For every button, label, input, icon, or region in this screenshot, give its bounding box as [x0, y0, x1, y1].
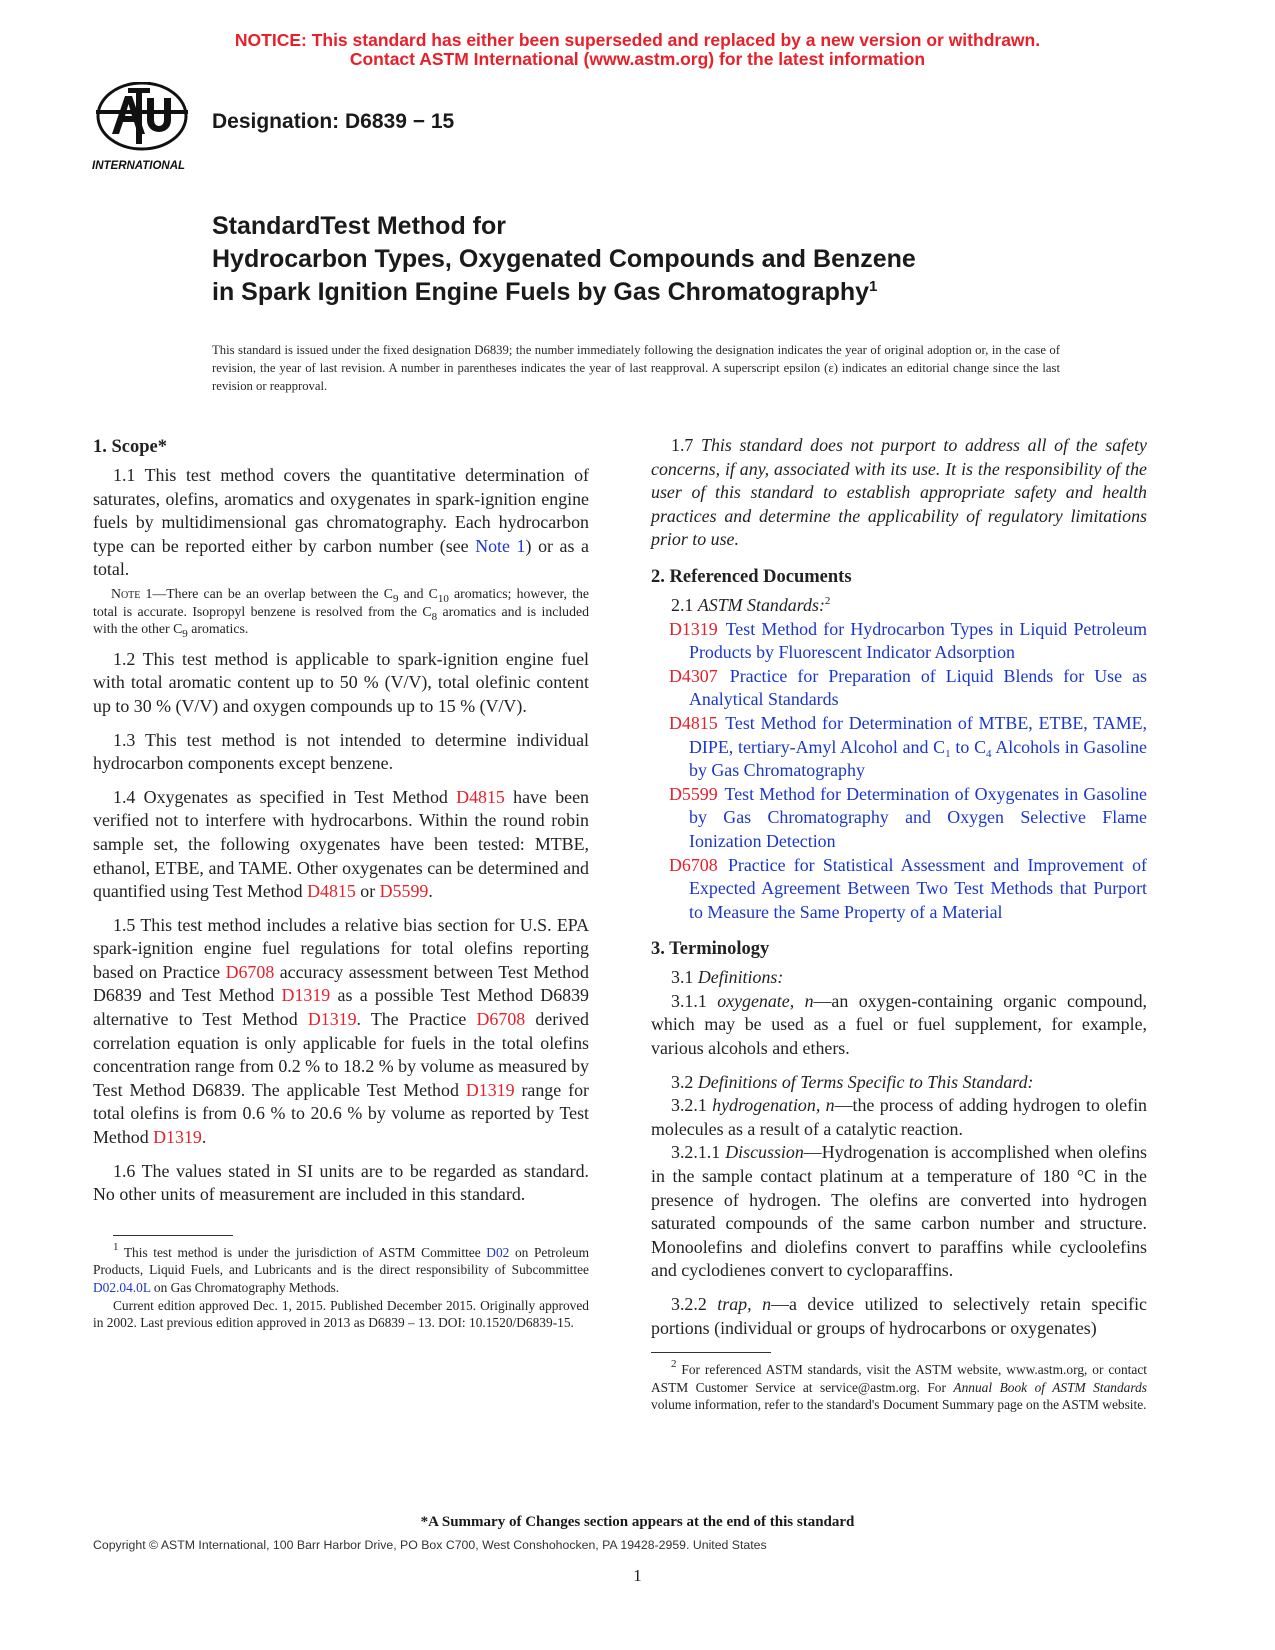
footnote-1: $^1$ This test method is under the jurisdiction of ASTM Committee D02 on Petroleum Products, Liquid Fuels, and Lubricants and is the direct responsibility of Subcommittee D02.04.0L on Gas Chromatography Methods. — [93, 1240, 589, 1295]
document-title — [212, 210, 916, 309]
committee-d02-link[interactable]: D02 — [486, 1244, 510, 1260]
preamble: This standard is issued under the fixed designation D6839; the number immediately following the designation indicates the year of original adoption or, in the case of revision, the year of last revision. A number in parentheses indicates the year of last reapproval. A superscript epsilon (ε) indicates an editorial change since the last revision or reapproval. — [212, 343, 1060, 394]
footnote-divider — [113, 1235, 233, 1236]
d4815-link[interactable]: D4815 — [307, 881, 356, 902]
d1319-link[interactable]: D1319 — [153, 1127, 202, 1148]
footnote-2: $^2$ For referenced ASTM standards, visit the ASTM website, www.astm.org, or contact ASTM Customer Service at service@astm.org. For Annual Book of ASTM Standards volume information, refer to the standard's Document Summary page on the ASTM website. — [651, 1358, 1147, 1413]
paragraph-1-4: 1.4 Oxygenates as specified in Test Method D4815 have been verified not to interfere with hydrocarbons. Within the round robin sample set, the following oxygenates have been tested: MTBE, ethanol, ETBE, and TAME. Other oxygenates can be determined and quantified using Test Method D4815 or D5599. — [93, 786, 589, 902]
summary-of-changes-note: *A Summary of Changes section appears at the end of this standard — [420, 1514, 855, 1530]
title-line-3: in Spark Ignition Engine Fuels by Gas Chromatography$^1$ — [212, 278, 878, 306]
astm-logo — [92, 82, 196, 174]
d5599-link[interactable]: D5599 — [379, 881, 429, 902]
notice-line-1: NOTICE: This standard has either been superseded and replaced by a new version or withdrawn. — [234, 30, 1041, 50]
paragraph-1-6: 1.6 The values stated in SI units are to be regarded as standard. No other units of measurement are included in this standard. — [93, 1160, 589, 1205]
paragraph-1-1: 1.1 This test method covers the quantitative determination of saturates, olefins, aromatics and oxygenates in spark-ignition engine fuels by multidimensional gas chromatography. Each hydrocarbon type can be reported either by carbon number (see Note 1) or as a total. — [93, 465, 589, 580]
paragraph-3-1-1: 3.1.1 oxygenate, n—an oxygen-containing organic compound, which may be used as a fuel or fuel supplement, for example, various alcohols and ethers. — [651, 990, 1147, 1059]
notice-line-2: Contact ASTM International (www.astm.org) for the latest information — [349, 49, 926, 69]
paragraph-1-5: 1.5 This test method includes a relative bias section for U.S. EPA spark-ignition engine fuel regulations for total olefins reporting based on Practice D6708 accuracy assessment between Test Method D6839 and Test Method D1319 as a possible Test Method D6839 alternative to Test Method D1319. The Practice D6708 derived correlation equation is only applicable for fuels in the total olefins concentration range from 0.2 % to 18.2 % by volume as measured by Test Method D6839. The applicable Test Method D1319 range for total olefins is from 0.6 % to 20.6 % by volume as reported by Test Method D1319. — [93, 914, 590, 1148]
title-line-1: StandardTest Method for — [212, 212, 506, 240]
title-line-2: Hydrocarbon Types, Oxygenated Compounds and Benzene — [212, 245, 916, 273]
footnote-divider — [651, 1352, 771, 1353]
paragraph-3-2: 3.2 Definitions of Terms Specific to This Standard: — [671, 1071, 1034, 1092]
withdrawal-notice — [0, 31, 1275, 69]
note-1-link[interactable]: Note 1 — [475, 535, 526, 556]
right-column — [651, 434, 1147, 1414]
left-column — [93, 434, 589, 1332]
reference-item[interactable]: D5599 Test Method for Determination of Oxygenates in Gasoline by Gas Chromatography and Oxygen Selective Flame Ionization Detection — [669, 783, 1147, 851]
footnote-1-edition: Current edition approved Dec. 1, 2015. Published December 2015. Originally approved in 2002. Last previous edition approved in 2013 as D6839 – 13. DOI: 10.1520/D6839-15. — [93, 1297, 589, 1331]
d1319-link[interactable]: D1319 — [281, 985, 331, 1006]
paragraph-1-3: 1.3 This test method is not intended to determine individual hydrocarbon components except benzene. — [93, 729, 589, 774]
reference-item[interactable]: D6708 Practice for Statistical Assessment and Improvement of Expected Agreement Between Two Test Methods that Purport to Measure the Same Property of a Material — [669, 854, 1147, 922]
d4815-link[interactable]: D4815 — [456, 786, 505, 807]
title-footnote-mark[interactable]: 1 — [869, 278, 878, 295]
paragraph-1-7: 1.7 This standard does not purport to address all of the safety concerns, if any, associated with its use. It is the responsibility of the user of this standard to establish appropriate safety and health practices and determine the applicability of regulatory limitations prior to use. — [651, 435, 1147, 550]
reference-item[interactable]: D1319 Test Method for Hydrocarbon Types in Liquid Petroleum Products by Fluorescent Indicator Adsorption — [669, 618, 1148, 663]
section-heading-scope: 1. Scope* — [93, 437, 167, 457]
paragraph-2-1: 2.1 ASTM Standards:$^2$ — [671, 594, 831, 615]
page-number: 1 — [633, 1566, 642, 1585]
reference-item[interactable]: D4307 Practice for Preparation of Liquid Blends for Use as Analytical Standards — [669, 665, 1147, 710]
svg-text:INTERNATIONAL: INTERNATIONAL — [92, 160, 186, 172]
d1319-link[interactable]: D1319 — [307, 1009, 357, 1030]
paragraph-3-2-2: 3.2.2 trap, n—a device utilized to selectively retain specific portions (individual or groups of hydrocarbons or oxygenates) — [651, 1294, 1147, 1338]
reference-item[interactable]: D4815 Test Method for Determination of MTBE, ETBE, TAME, DIPE, tertiary-Amyl Alcohol and $C_1$ to $C_4$ Alcohols in Gasoline by Gas Chromatography — [669, 712, 1147, 781]
copyright-line: Copyright © ASTM International, 100 Barr Harbor Drive, PO Box C700, West Conshohocken, PA 19428-2959. United States — [93, 1538, 767, 1552]
note-1: Note 1—There can be an overlap between the $C_9$ and $C_{10}$ aromatics; however, the total is accurate. Isopropyl benzene is resolved from the $C_8$ aromatics and is included with the other $C_9$ aromatics. — [93, 585, 589, 641]
d1319-link[interactable]: D1319 — [465, 1079, 515, 1100]
section-heading-terminology: 3. Terminology — [651, 939, 770, 960]
d6708-link[interactable]: D6708 — [225, 961, 275, 982]
section-heading-referenced-documents: 2. Referenced Documents — [651, 566, 852, 587]
paragraph-3-2-1-1: 3.2.1.1 Discussion—Hydrogenation is accomplished when olefins in the sample contact platinum at a temperature of 180 °C in the presence of hydrogen. The olefins are converted into hydrogen saturated compounds of the same carbon number and structure. Monoolefins and diolefins convert to paraffins while cycloolefins and cyclodienes convert to cycloparaffins. — [651, 1142, 1147, 1281]
subcommittee-link[interactable]: D02.04.0L — [93, 1280, 151, 1295]
paragraph-3-2-1: 3.2.1 hydrogenation, n—the process of adding hydrogen to olefin molecules as a result of a catalytic reaction. — [651, 1095, 1147, 1139]
paragraph-3-1: 3.1 Definitions: — [671, 967, 784, 988]
d6708-link[interactable]: D6708 — [476, 1009, 526, 1030]
paragraph-1-2: 1.2 This test method is applicable to spark-ignition engine fuel with total aromatic content up to 50 % (V/V), total olefinic content up to 30 % (V/V) and oxygen compounds up to 15 % (V/V). — [93, 648, 589, 716]
designation: Designation: D6839 − 15 — [212, 110, 455, 133]
